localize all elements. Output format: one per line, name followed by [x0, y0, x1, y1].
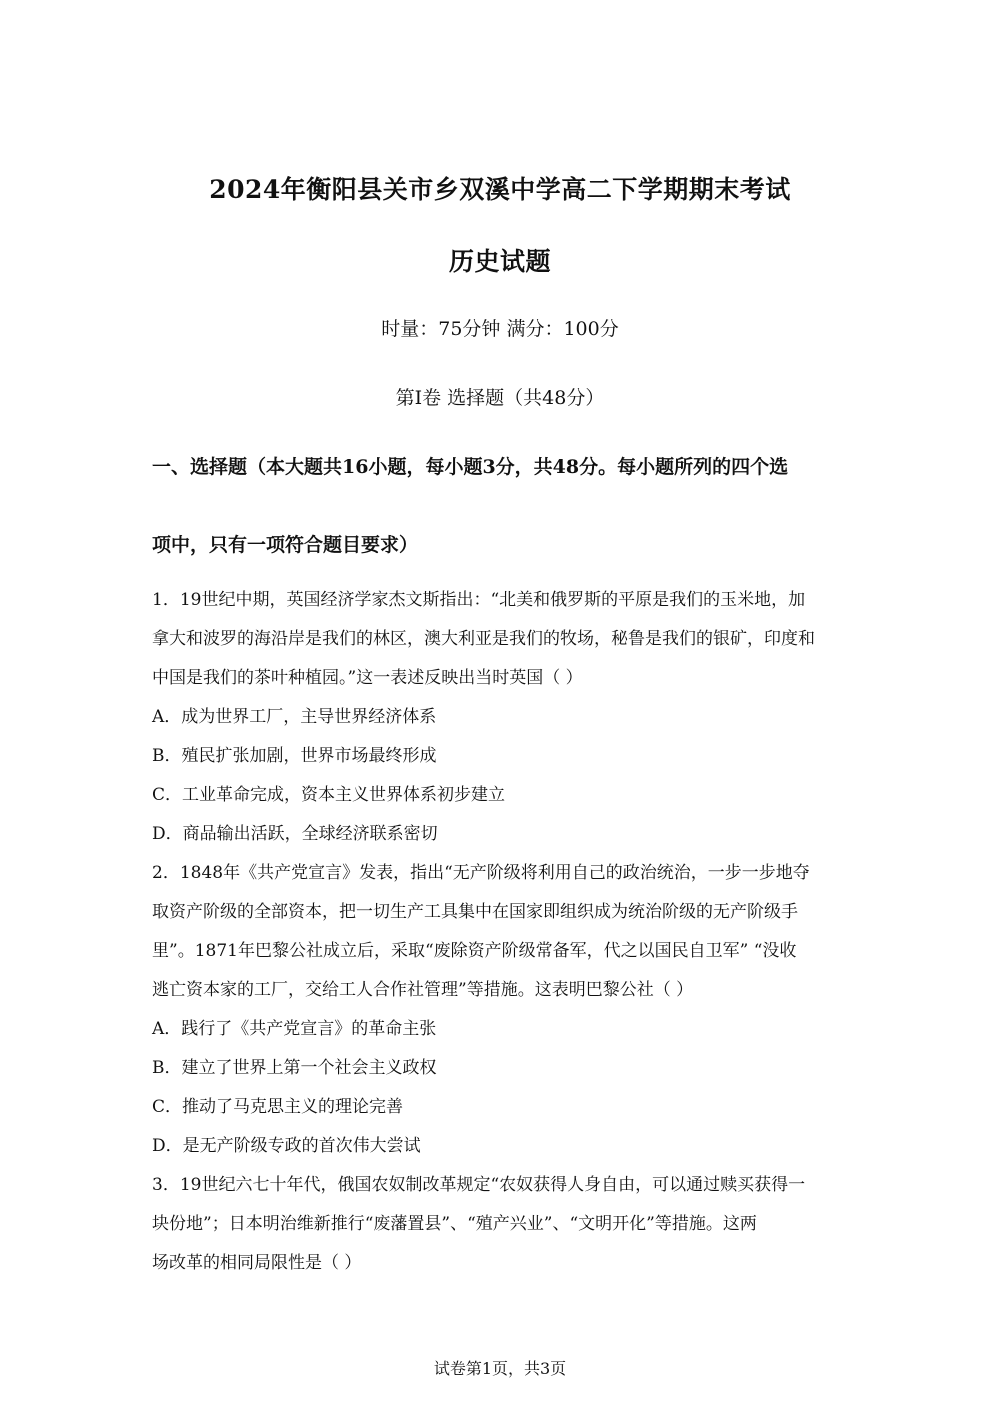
exam-info: 时量：75分钟 满分：100分: [381, 318, 619, 340]
question-stem-line: 块份地”；日本明治维新推行“废藩置县”、“殖产兴业”、“文明开化”等措施。这两: [152, 1214, 757, 1234]
question-stem-line: 拿大和波罗的海沿岸是我们的林区，澳大利亚是我们的牧场，秘鲁是我们的银矿，印度和: [152, 629, 815, 649]
option-b: B．殖民扩张加剧，世界市场最终形成: [152, 746, 437, 766]
section-heading: 一、选择题（本大题共16小题，每小题3分，共48分。每小题所列的四个选: [152, 456, 789, 478]
exam-subject-title: 历史试题: [448, 247, 551, 276]
question-stem-line: 取资产阶级的全部资本，把一切生产工具集中在国家即组织成为统治阶级的无产阶级手: [152, 902, 798, 922]
volume-label: 第Ⅰ卷 选择题（共48分）: [395, 387, 605, 409]
option-d: D．是无产阶级专政的首次伟大尝试: [152, 1136, 421, 1156]
option-d: D．商品输出活跃，全球经济联系密切: [152, 824, 438, 844]
question-stem-line: 3．19世纪六七十年代，俄国农奴制改革规定“农奴获得人身自由，可以通过赎买获得一: [152, 1175, 806, 1195]
question-stem-line: 里”。1871年巴黎公社成立后，采取“废除资产阶级常备军，代之以国民自卫军” “没收: [152, 941, 797, 961]
option-a: A．践行了《共产党宣言》的革命主张: [152, 1019, 437, 1039]
option-c: C．推动了马克思主义的理论完善: [152, 1097, 404, 1117]
option-c: C．工业革命完成，资本主义世界体系初步建立: [152, 785, 506, 805]
question-stem-line: 场改革的相同局限性是（ ）: [152, 1253, 362, 1273]
question-stem-line: 中国是我们的茶叶种植园。”这一表述反映出当时英国（ ）: [152, 668, 583, 688]
question-stem-line: 2．1848年《共产党宣言》发表，指出“无产阶级将利用自己的政治统治，一步一步地夺: [152, 863, 810, 883]
page-footer: 试卷第1页，共3页: [433, 1359, 567, 1378]
option-a: A．成为世界工厂，主导世界经济体系: [152, 707, 437, 727]
question-stem-line: 逃亡资本家的工厂，交给工人合作社管理”等措施。这表明巴黎公社（ ）: [152, 980, 694, 1000]
question-stem-line: 1．19世纪中期，英国经济学家杰文斯指出：“北美和俄罗斯的平原是我们的玉米地，加: [152, 590, 806, 610]
option-b: B．建立了世界上第一个社会主义政权: [152, 1058, 437, 1078]
exam-title: 2024年衡阳县关市乡双溪中学高二下学期期末考试: [209, 175, 791, 204]
section-heading-continued: 项中，只有一项符合题目要求）: [152, 534, 419, 556]
